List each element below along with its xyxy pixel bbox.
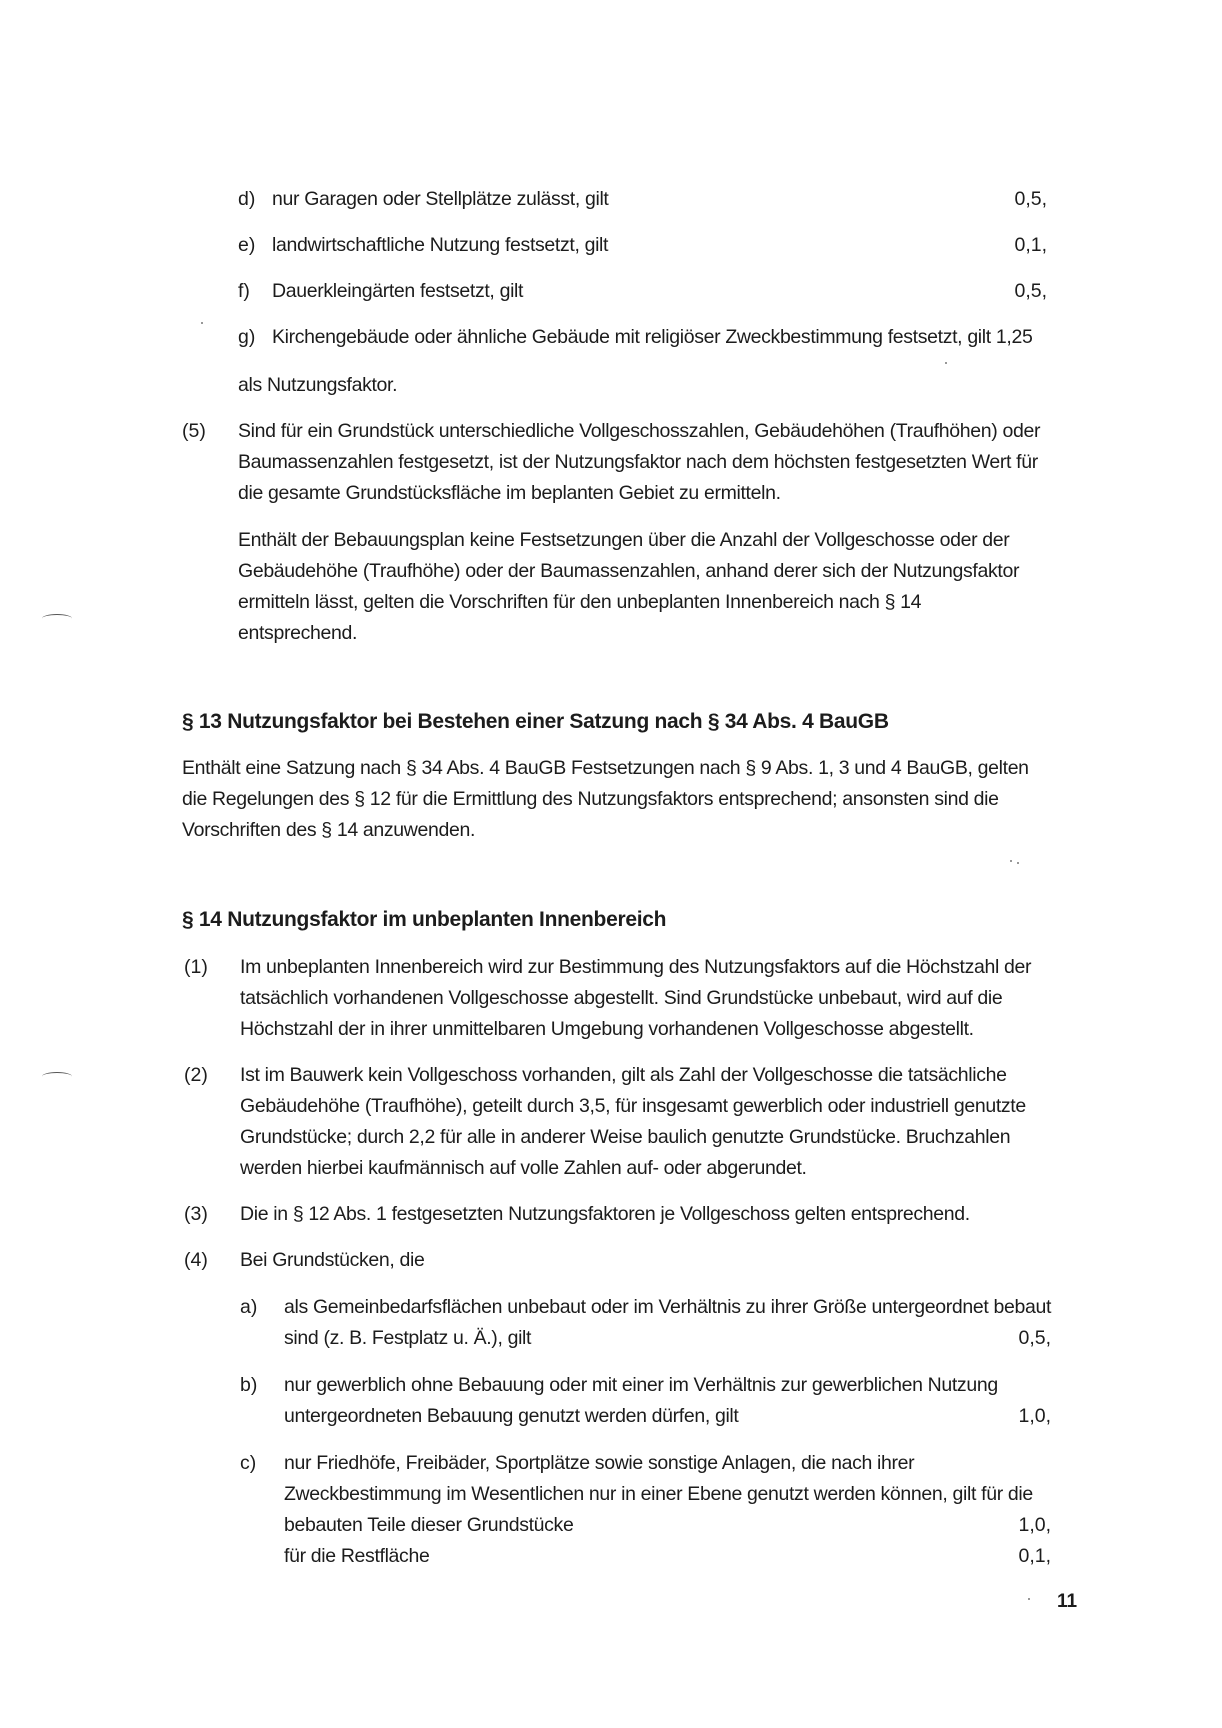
section-14-p4-b-value: 1,0, [1018,1405,1051,1427]
scan-speck [1028,1598,1030,1600]
section-14-p2-line-4: werden hierbei kaufmännisch auf volle Zahlen auf- oder abgerundet. [240,1157,807,1179]
section-14-p3-line-1: Die in § 12 Abs. 1 festgesetzten Nutzungsfaktoren je Vollgeschoss gelten entsprechend. [240,1203,970,1225]
section-14-p4-label-c: c) [240,1452,257,1474]
paragraph-5-line-3: die gesamte Grundstücksfläche im beplanten Gebiet zu ermitteln. [238,482,781,504]
section-14-p1-line-3: Höchstzahl der in ihrer unmittelbaren Umgebung vorhandenen Vollgeschosse abgestellt. [240,1018,974,1040]
section-14-p4-label-b: b) [240,1374,258,1396]
section-14-p4-a-line-2: sind (z. B. Festplatz u. Ä.), gilt [284,1327,532,1349]
section-14-p1-line-1: Im unbeplanten Innenbereich wird zur Bestimmung des Nutzungsfaktors auf die Höchstzahl der [240,956,1032,978]
page-number: 11 [1057,1591,1078,1612]
paragraph-5b-line-1: Enthält der Bebauungsplan keine Festsetzungen über die Anzahl der Vollgeschosse oder der [238,529,1010,551]
list-label-f: f) [238,280,250,302]
paragraph-number-5: (5) [182,420,206,442]
section-14-p2-line-1: Ist im Bauwerk kein Vollgeschoss vorhanden, gilt als Zahl der Vollgeschosse die tatsächliche [240,1064,1007,1086]
scan-speck [1017,862,1019,864]
section-14-p4-a-line-1: als Gemeinbedarfsflächen unbebaut oder im Verhältnis zu ihrer Größe untergeordnet bebaut [284,1296,1052,1318]
section-14-p4-c-line-2: Zweckbestimmung im Wesentlichen nur in einer Ebene genutzt werden können, gilt für die [284,1483,1033,1505]
list-item-g-text: Kirchengebäude oder ähnliche Gebäude mit religiöser Zweckbestimmung festsetzt, gilt 1,25 [272,326,1033,348]
section-14-p4-c-value-3: 1,0, [1018,1514,1051,1536]
section-14-p4-c-line-1: nur Friedhöfe, Freibäder, Sportplätze sowie sonstige Anlagen, die nach ihrer [284,1452,915,1474]
section-14-number-1: (1) [184,956,208,978]
scan-speck [201,322,203,324]
list-label-d: d) [238,188,256,210]
scan-speck [1010,860,1012,862]
list-item-f-value: 0,5, [1014,280,1047,302]
section-13-line-3: Vorschriften des § 14 anzuwenden. [182,819,476,841]
section-14-number-4: (4) [184,1249,208,1271]
list-item-d-text: nur Garagen oder Stellplätze zulässt, gilt [272,188,609,210]
section-14-p4-c-line-4: für die Restfläche [284,1545,430,1567]
section-13-heading: § 13 Nutzungsfaktor bei Bestehen einer Satzung nach § 34 Abs. 4 BauGB [182,710,889,733]
section-14-p4-a-value: 0,5, [1018,1327,1051,1349]
section-14-p1-line-2: tatsächlich vorhandenen Vollgeschosse abgestellt. Sind Grundstücke unbebaut, wird auf die [240,987,1003,1009]
paragraph-5b-line-2: Gebäudehöhe (Traufhöhe) oder der Baumassenzahlen, anhand derer sich der Nutzungsfaktor [238,560,1020,582]
list-item-e-text: landwirtschaftliche Nutzung festsetzt, gilt [272,234,609,256]
section-14-p4-b-line-2: untergeordneten Bebauung genutzt werden dürfen, gilt [284,1405,739,1427]
section-14-number-2: (2) [184,1064,208,1086]
list-tail-text: als Nutzungsfaktor. [238,374,398,396]
list-item-f-text: Dauerkleingärten festsetzt, gilt [272,280,524,302]
section-14-p4-intro: Bei Grundstücken, die [240,1249,425,1271]
section-14-p4-c-line-3: bebauten Teile dieser Grundstücke [284,1514,574,1536]
list-label-g: g) [238,326,256,348]
list-item-d-value: 0,5, [1014,188,1047,210]
section-14-p4-c-value-4: 0,1, [1018,1545,1051,1567]
section-14-p2-line-3: Grundstücke; durch 2,2 für alle in anderer Weise baulich genutzte Grundstücke. Bruchzahlen [240,1126,1011,1148]
punch-mark-top [42,614,72,623]
section-13-line-1: Enthält eine Satzung nach § 34 Abs. 4 BauGB Festsetzungen nach § 9 Abs. 1, 3 und 4 BauGB, gelten [182,757,1029,779]
section-14-p2-line-2: Gebäudehöhe (Traufhöhe), geteilt durch 3,5, für insgesamt gewerblich oder industriell genutzte [240,1095,1026,1117]
list-label-e: e) [238,234,256,256]
punch-mark-bottom [42,1072,72,1081]
section-13-line-2: die Regelungen des § 12 für die Ermittlung des Nutzungsfaktors entsprechend; ansonsten sind die [182,788,999,810]
paragraph-5-line-2: Baumassenzahlen festgesetzt, ist der Nutzungsfaktor nach dem höchsten festgesetzten Wert für [238,451,1038,473]
section-14-heading: § 14 Nutzungsfaktor im unbeplanten Innenbereich [182,908,667,931]
paragraph-5b-line-3: ermitteln lässt, gelten die Vorschriften für den unbeplanten Innenbereich nach § 14 [238,591,922,613]
section-14-number-3: (3) [184,1203,208,1225]
scan-speck [945,362,947,364]
section-14-p4-label-a: a) [240,1296,258,1318]
paragraph-5b-line-4: entsprechend. [238,622,358,644]
list-item-e-value: 0,1, [1014,234,1047,256]
section-14-p4-b-line-1: nur gewerblich ohne Bebauung oder mit einer im Verhältnis zur gewerblichen Nutzung [284,1374,998,1396]
paragraph-5-line-1: Sind für ein Grundstück unterschiedliche Vollgeschosszahlen, Gebäudehöhen (Traufhöhen) oder [238,420,1041,442]
